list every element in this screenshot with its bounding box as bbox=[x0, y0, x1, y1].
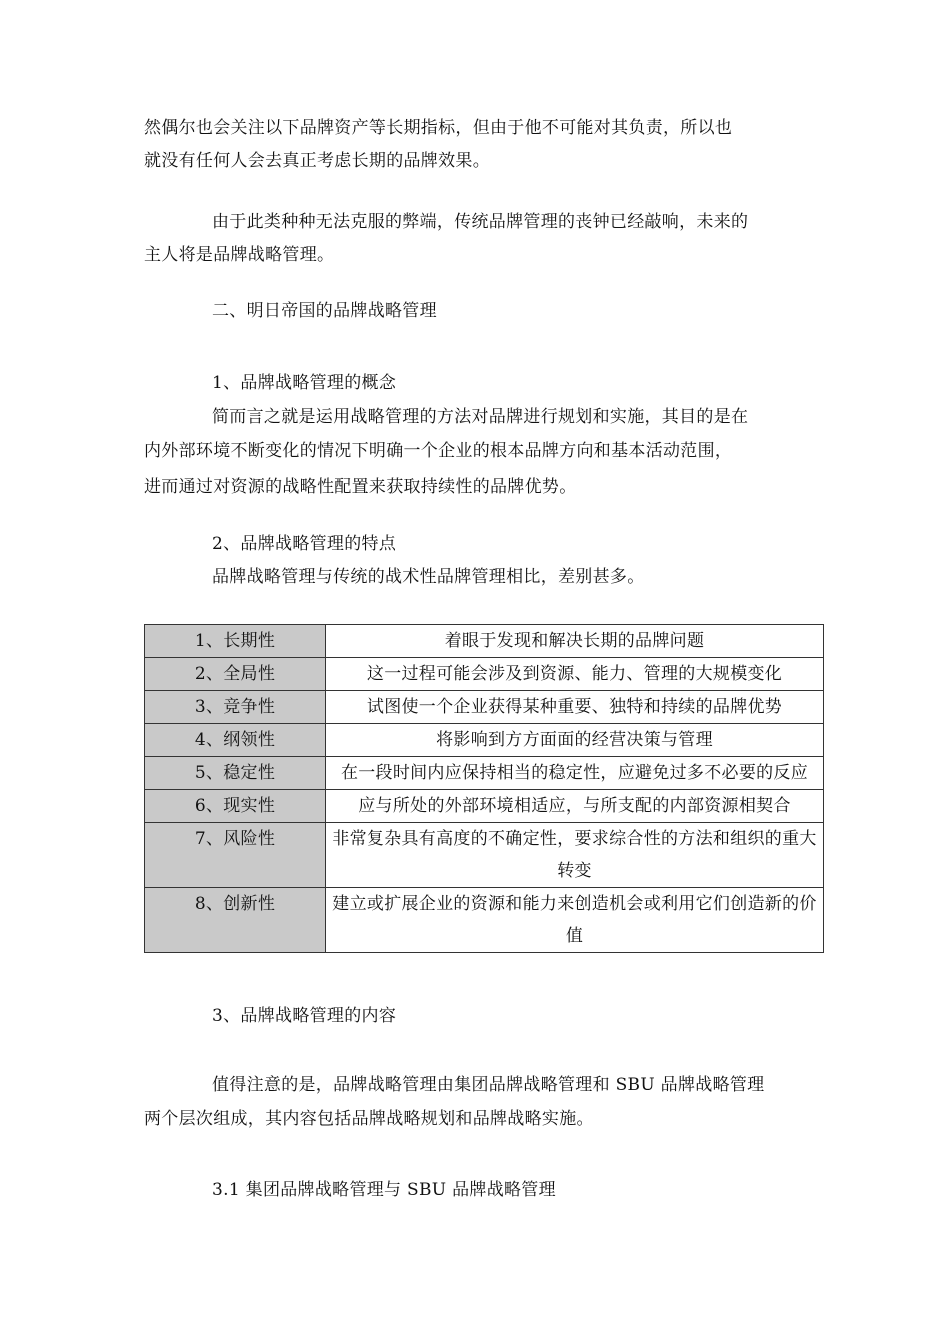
table-row bbox=[145, 757, 824, 790]
subsection-heading: 3、品牌战略管理的内容 bbox=[212, 1006, 397, 1026]
paragraph-line: 两个层次组成，其内容包括品牌战略规划和品牌战略实施。 bbox=[144, 1109, 594, 1129]
paragraph-line: 简而言之就是运用战略管理的方法对品牌进行规划和实施，其目的是在 bbox=[212, 407, 749, 427]
feature-name-cell: 8、创新性 bbox=[145, 888, 326, 953]
table-row bbox=[145, 790, 824, 823]
paragraph-line: 内外部环境不断变化的情况下明确一个企业的根本品牌方向和基本活动范围， bbox=[144, 441, 733, 461]
table-row bbox=[145, 724, 824, 757]
table-row bbox=[145, 888, 824, 953]
paragraph-line: 品牌战略管理与传统的战术性品牌管理相比，差别甚多。 bbox=[212, 567, 645, 587]
feature-name-cell: 3、竞争性 bbox=[145, 691, 326, 724]
subsection-heading: 2、品牌战略管理的特点 bbox=[212, 534, 397, 554]
table-row bbox=[145, 691, 824, 724]
subsection-heading: 3.1 集团品牌战略管理与 SBU 品牌战略管理 bbox=[212, 1180, 556, 1200]
paragraph-line: 就没有任何人会去真正考虑长期的品牌效果。 bbox=[144, 151, 490, 171]
paragraph-line: 值得注意的是，品牌战略管理由集团品牌战略管理和 SBU 品牌战略管理 bbox=[212, 1075, 765, 1095]
table-row bbox=[145, 658, 824, 691]
features-table bbox=[144, 624, 824, 953]
feature-name-cell: 7、风险性 bbox=[145, 823, 326, 888]
feature-desc-cell: 这一过程可能会涉及到资源、能力、管理的大规模变化 bbox=[326, 658, 824, 691]
paragraph-line: 然偶尔也会关注以下品牌资产等长期指标，但由于他不可能对其负责，所以也 bbox=[144, 118, 733, 138]
feature-name-cell: 4、纲领性 bbox=[145, 724, 326, 757]
feature-name-cell: 1、长期性 bbox=[145, 625, 326, 658]
feature-desc-cell: 非常复杂具有高度的不确定性，要求综合性的方法和组织的重大转变 bbox=[326, 823, 824, 888]
feature-desc-cell: 建立或扩展企业的资源和能力来创造机会或利用它们创造新的价值 bbox=[326, 888, 824, 953]
paragraph-line: 主人将是品牌战略管理。 bbox=[144, 245, 335, 265]
table-row bbox=[145, 625, 824, 658]
feature-desc-cell: 将影响到方方面面的经营决策与管理 bbox=[326, 724, 824, 757]
feature-name-cell: 6、现实性 bbox=[145, 790, 326, 823]
feature-name-cell: 5、稳定性 bbox=[145, 757, 326, 790]
paragraph-line: 进而通过对资源的战略性配置来获取持续性的品牌优势。 bbox=[144, 477, 577, 497]
feature-desc-cell: 试图使一个企业获得某种重要、独特和持续的品牌优势 bbox=[326, 691, 824, 724]
feature-desc-cell: 应与所处的外部环境相适应，与所支配的内部资源相契合 bbox=[326, 790, 824, 823]
table-row bbox=[145, 823, 824, 888]
section-heading: 二、明日帝国的品牌战略管理 bbox=[212, 301, 437, 321]
feature-desc-cell: 在一段时间内应保持相当的稳定性，应避免过多不必要的反应 bbox=[326, 757, 824, 790]
feature-desc-cell: 着眼于发现和解决长期的品牌问题 bbox=[326, 625, 824, 658]
feature-name-cell: 2、全局性 bbox=[145, 658, 326, 691]
subsection-heading: 1、品牌战略管理的概念 bbox=[212, 373, 397, 393]
paragraph-line: 由于此类种种无法克服的弊端，传统品牌管理的丧钟已经敲响，未来的 bbox=[212, 212, 749, 232]
